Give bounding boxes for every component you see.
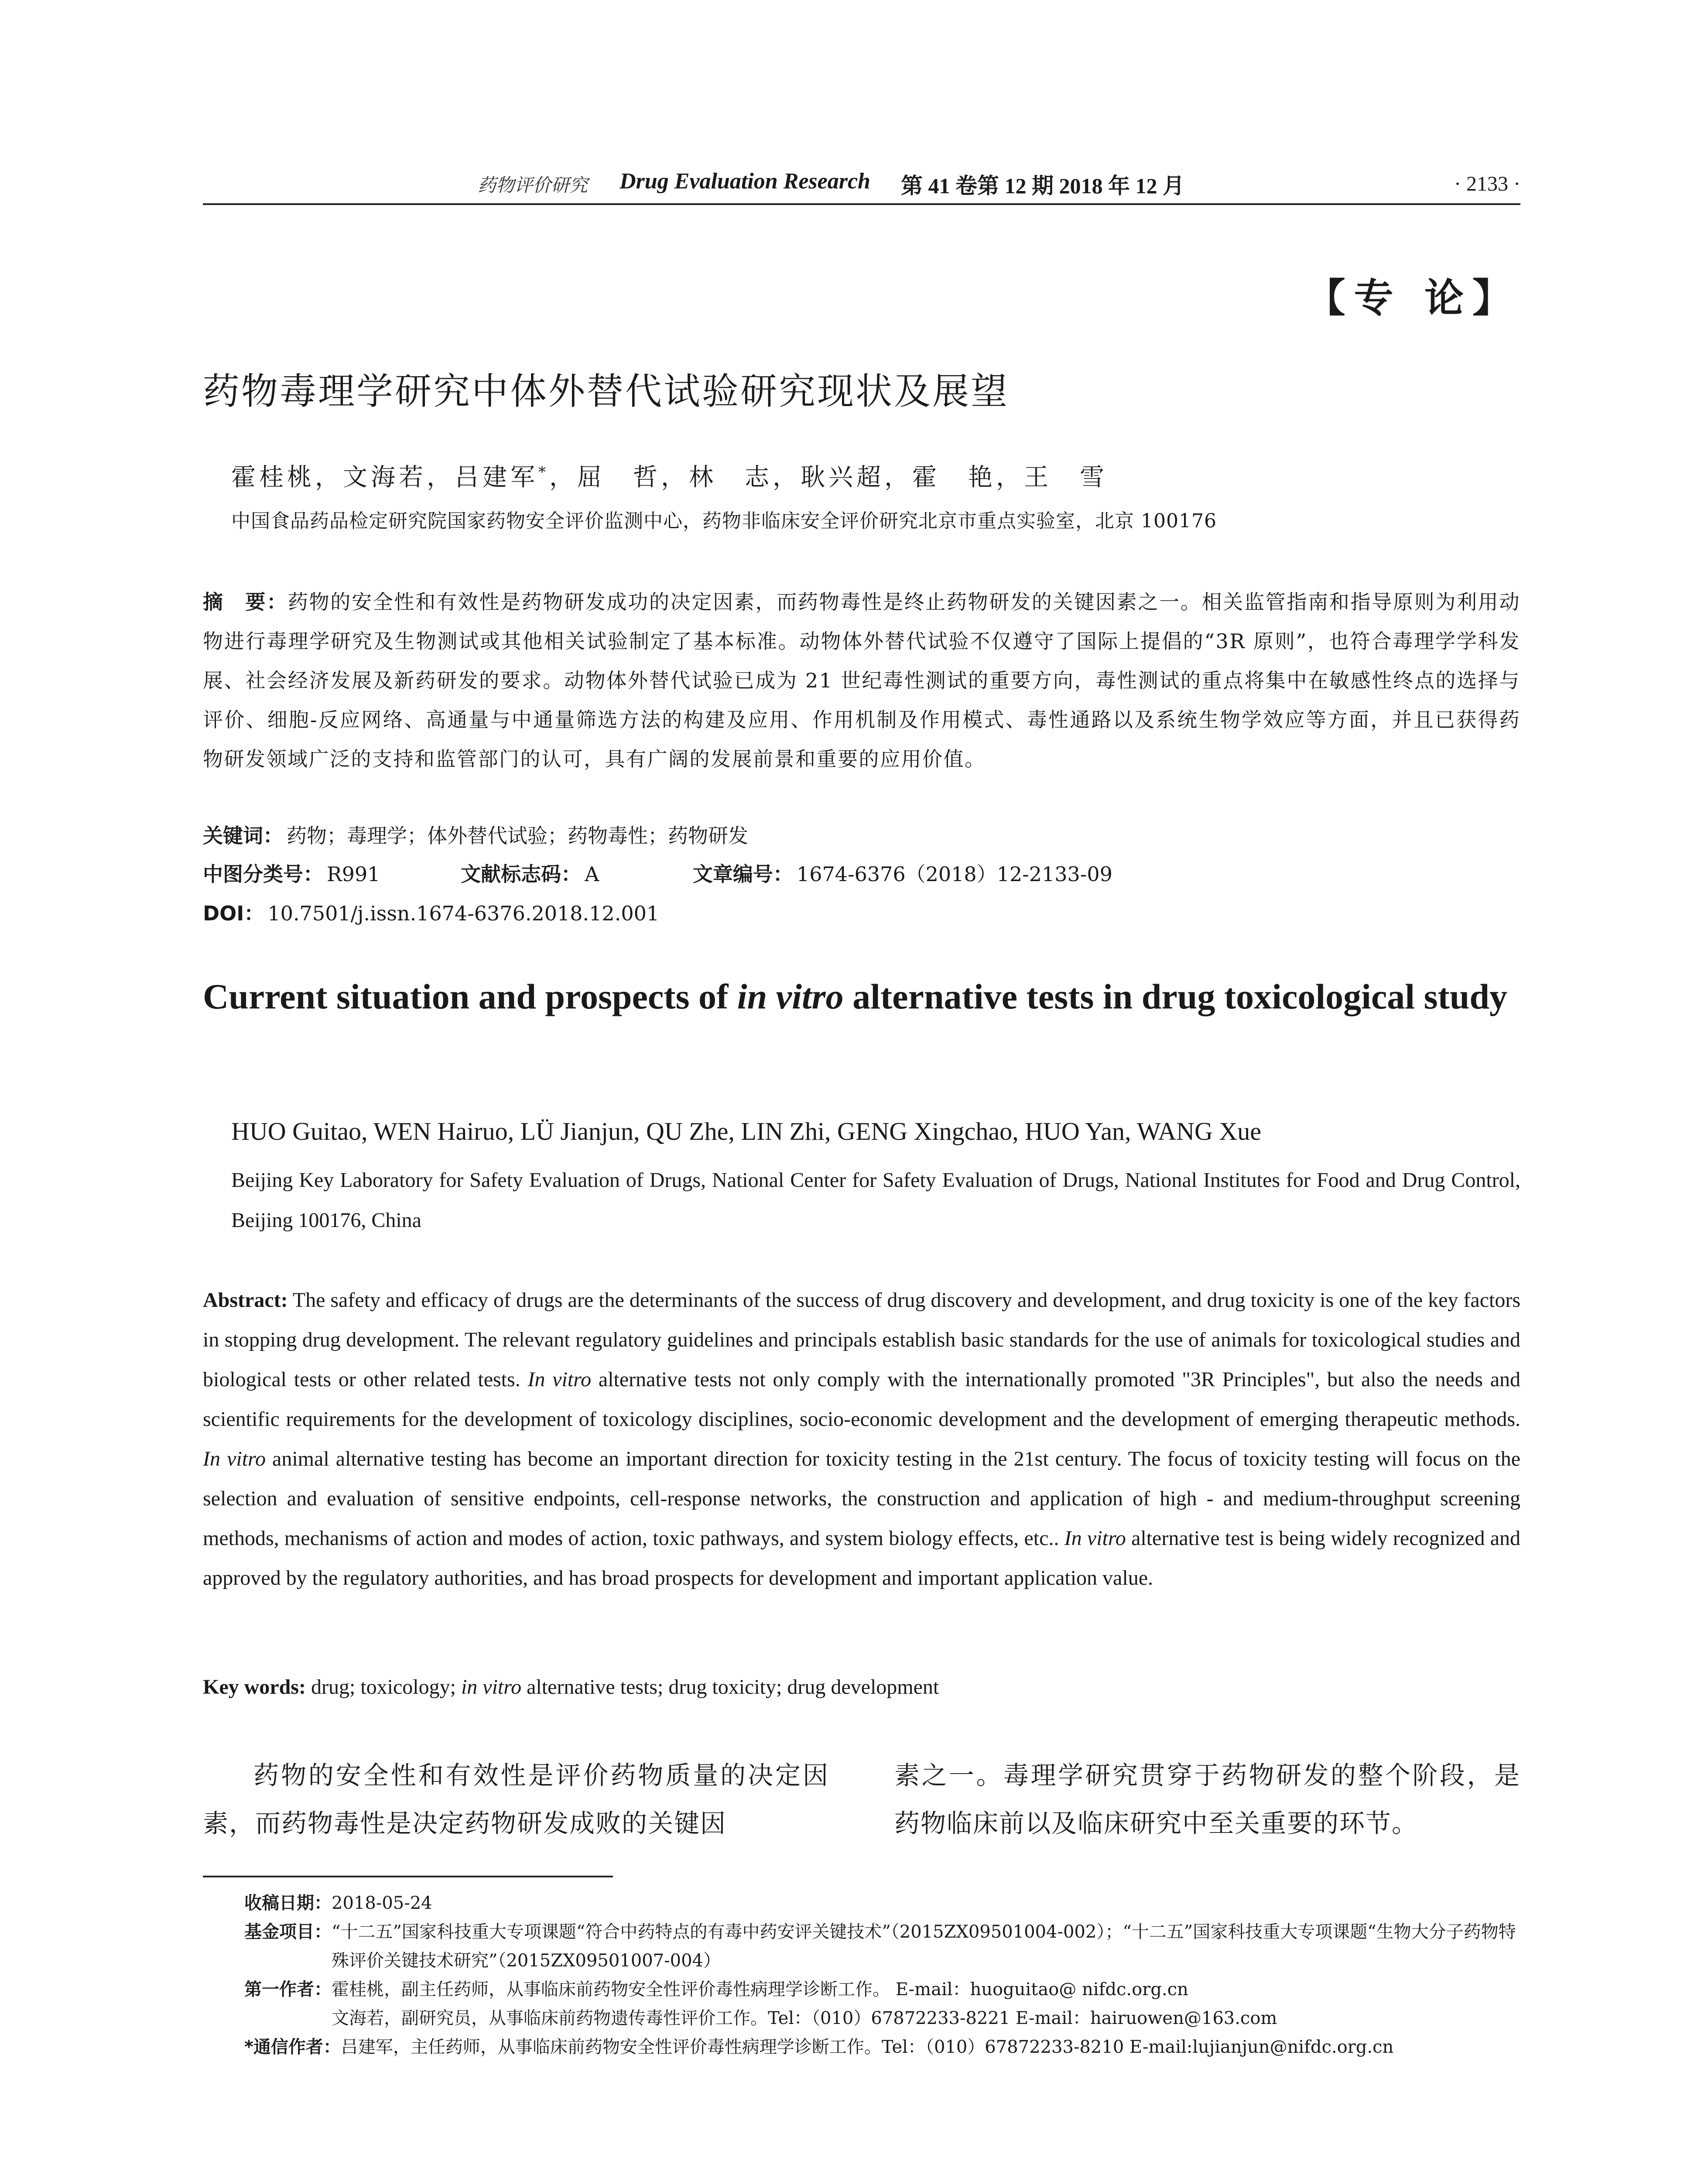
body-column-right: 素之一。毒理学研究贯穿于药物研发的整个阶段，是药物临床前以及临床研究中至关重要的环节。 xyxy=(894,1761,1520,1838)
abstract-en-label: Abstract: xyxy=(203,1289,288,1312)
abstract-zh-label: 摘 要： xyxy=(203,590,288,614)
authors-en: HUO Guitao, WEN Hairuo, LÜ Jianjun, QU Zhe, LIN Zhi, GENG Xingchao, HUO Yan, WANG Xue xyxy=(231,1117,1262,1145)
affiliation-zh: 中国食品药品检定研究院国家药物安全评价监测中心，药物非临床安全评价研究北京市重点实验室，北京 100176 xyxy=(231,510,1217,532)
classification-line xyxy=(203,858,1520,887)
received-label: 收稿日期： xyxy=(244,1893,332,1913)
footnote-received xyxy=(244,1889,1520,1918)
received-date: 2018-05-24 xyxy=(332,1893,432,1913)
affiliation-en: Beijing Key Laboratory for Safety Evaluation of Drugs, National Center for Safety Evaluation of Drugs, National Institutes for Food and Drug Control, Beijing 100176, China xyxy=(231,1169,1520,1232)
article-no-label: 文章编号： xyxy=(692,862,793,886)
journal-logo: 药物评价研究 xyxy=(478,174,588,196)
abstract-en-i1: In vitro xyxy=(527,1368,592,1391)
abstract-zh xyxy=(203,582,1520,779)
title-en xyxy=(203,971,1520,1023)
abstract-en-s2: alternative tests not only comply with the internationally promoted "3R Principles", but also the needs and scientific requirements for the development of toxicology disciplines, socio-economic development and the development of emerging therapeutic methods. xyxy=(203,1368,1520,1431)
doi-value: 10.7501/j.issn.1674-6376.2018.12.001 xyxy=(267,902,660,925)
keywords-en-i1: in vitro xyxy=(461,1675,522,1699)
corresponding-text: 吕建军，主任药师，从事临床前药物安全性评价毒性病理学诊断工作。Tel：（010）67872233-8210 E-mail:lujianjun@nifdc.org.cn xyxy=(340,2037,1394,2057)
footnote-first-author xyxy=(244,1975,1520,2033)
doi-label: DOI： xyxy=(203,902,264,925)
footnote-rule xyxy=(203,1876,613,1877)
title-en-part2: alternative tests in drug toxicological study xyxy=(843,977,1508,1016)
first-author-text xyxy=(332,1975,1520,2033)
footnote-fund xyxy=(244,1918,1520,1975)
journal-issue: 第 41 卷第 12 期 2018 年 12 月 xyxy=(901,174,1184,198)
journal-name: Drug Evaluation Research xyxy=(620,169,870,194)
running-header xyxy=(203,168,1520,200)
keywords-en-s2: alternative tests; drug toxicity; drug development xyxy=(521,1675,939,1699)
abstract-en-i3: In vitro xyxy=(1064,1527,1126,1550)
abstract-en-s3: animal alternative testing has become an important direction for toxicity testing in the 21st century. The focus of toxicity testing will focus on the selection and evaluation of sensitive endpoints, cell-response networks, the construction and application of high - and medium-throughput screening methods, mechanisms of action and modes of action, toxic pathways, and system biology effects, etc.. xyxy=(203,1447,1520,1550)
keywords-en xyxy=(203,1675,939,1699)
authors-zh-part1: 霍桂桃，文海若，吕建军 xyxy=(231,463,538,492)
fund-text: “十二五”国家科技重大专项课题“符合中药特点的有毒中药安评关键技术”（2015ZX09501004-002）；“十二五”国家科技重大专项课题“生物大分子药物特殊评价关键技术研究”（2015ZX09501007-004） xyxy=(332,1922,1516,1971)
doi-line xyxy=(203,898,659,926)
keywords-zh xyxy=(203,820,748,849)
keywords-zh-text: 药物；毒理学；体外替代试验；药物毒性；药物研发 xyxy=(287,824,748,848)
doc-code-value: A xyxy=(585,862,599,886)
title-en-italic: in vitro xyxy=(737,977,844,1016)
first-author-2: 文海若，副研究员，从事临床前药物遗传毒性评价工作。Tel：（010）67872233-8221 E-mail：hairuowen@163.com xyxy=(332,2008,1277,2028)
corresponding-mark: * xyxy=(538,463,549,481)
first-author-1: 霍桂桃，副主任药师，从事临床前药物安全性评价毒性病理学诊断工作。 E-mail：huoguitao@ nifdc.org.cn xyxy=(332,1979,1188,2000)
abstract-en-s4: alternative test is being widely recognized and approved by the regulatory authorities, and has broad prospects for development and important application value. xyxy=(203,1527,1521,1590)
abstract-en-s1: The safety and efficacy of drugs are the determinants of the success of drug discovery and development, and drug toxicity is one of the key factors in stopping drug development. The relevant regulatory guidelines and principals establish basic standards for the use of animals for toxicological studies and biological tests or other related tests. xyxy=(203,1289,1520,1391)
header-rule xyxy=(203,203,1520,205)
fund-label: 基金项目： xyxy=(244,1922,332,1942)
body-column-left: 药物的安全性和有效性是评价药物质量的决定因素，而药物毒性是决定药物研发成败的关键因 xyxy=(203,1761,829,1838)
article-no-value: 1674-6376（2018）12-2133-09 xyxy=(796,862,1112,886)
abstract-zh-text: 药物的安全性和有效性是药物研发成功的决定因素，而药物毒性是终止药物研发的关键因素之一。相关监管指南和指导原则为利用动物进行毒理学研究及生物测试或其他相关试验制定了基本标准。动物体外替代试验不仅遵守了国际上提倡的“3R 原则”，也符合毒理学学科发展、社会经济发展及新药研发的要求。动物体外替代试验已成为 21 世纪毒性测试的重要方向，毒性测试的重点将集中在敏感性终点的选择与评价、细胞-反应网络、高通量与中通量筛选方法的构建及应用、作用机制及作用模式、毒性通路以及系统生物学效应等方面，并且已获得药物研发领域广泛的支持和监管部门的认可，具有广阔的发展前景和重要的应用价值。 xyxy=(203,590,1521,771)
footnotes xyxy=(244,1889,1520,2061)
doc-code-label: 文献标志码： xyxy=(461,862,582,886)
clc-value: R991 xyxy=(327,862,380,886)
footnote-corresponding xyxy=(244,2033,1520,2061)
keywords-zh-label: 关键词： xyxy=(203,824,283,848)
clc-label: 中图分类号： xyxy=(203,862,323,886)
authors-zh-part2: ，屈 哲，林 志，耿兴超，霍 艳，王 雪 xyxy=(549,463,1108,492)
authors-zh xyxy=(231,458,1108,493)
title-zh: 药物毒理学研究中体外替代试验研究现状及展望 xyxy=(203,370,1010,413)
keywords-en-label: Key words: xyxy=(203,1675,306,1699)
corresponding-label: *通信作者： xyxy=(244,2037,341,2057)
abstract-en-i2: In vitro xyxy=(203,1447,266,1470)
page-number: · 2133 · xyxy=(1454,172,1520,195)
keywords-en-s1: drug; toxicology; xyxy=(305,1675,461,1699)
first-author-label: 第一作者： xyxy=(244,1979,332,2000)
title-en-part1: Current situation and prospects of xyxy=(203,977,737,1016)
section-tag: 【专 论】 xyxy=(1306,275,1520,321)
abstract-en xyxy=(203,1280,1520,1598)
